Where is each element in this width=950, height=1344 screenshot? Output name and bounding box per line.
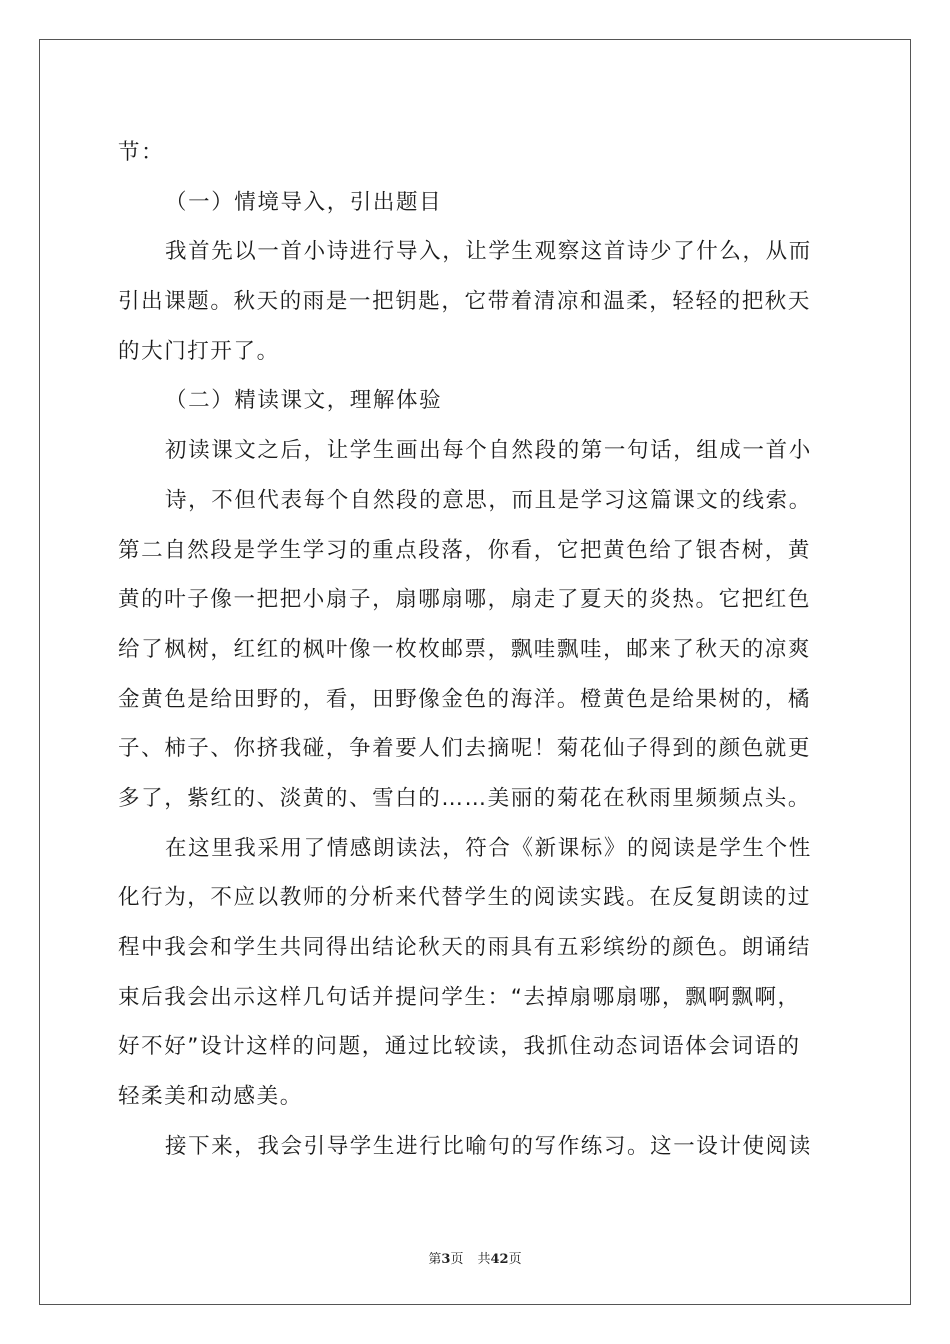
text-line: 多了，紫红的、淡黄的、雪白的……美丽的菊花在秋雨里频频点头。 bbox=[118, 785, 812, 811]
text-line: 程中我会和学生共同得出结论秋天的雨具有五彩缤纷的颜色。朗诵结 bbox=[118, 935, 812, 960]
text-line: 好不好”设计这样的问题，通过比较读，我抓住动态词语体会词语的 bbox=[118, 1034, 801, 1060]
text-line: 我首先以一首小诗进行导入，让学生观察这首诗少了什么，从而 bbox=[165, 239, 812, 265]
section-heading: （一）情境导入，引出题目 bbox=[165, 189, 443, 215]
document-body bbox=[118, 128, 832, 1171]
text-line: 子、柿子、你挤我碰，争着要人们去摘呢！菊花仙子得到的颜色就更 bbox=[118, 736, 812, 762]
text-line: 第二自然段是学生学习的重点段落，你看，它把黄色给了银杏树，黄 bbox=[118, 537, 812, 563]
text-line: 诗，不但代表每个自然段的意思，而且是学习这篇课文的线索。 bbox=[165, 487, 812, 513]
page-prefix: 第 bbox=[428, 1252, 442, 1267]
text-line: 的大门打开了。 bbox=[118, 338, 280, 364]
page-suffix: 页 bbox=[450, 1252, 464, 1267]
text-line: 接下来，我会引导学生进行比喻句的写作练习。这一设计使阅读 bbox=[165, 1133, 812, 1159]
text-line: 给了枫树，红红的枫叶像一枚枚邮票，飘哇飘哇，邮来了秋天的凉爽 bbox=[118, 636, 812, 662]
total-prefix: 共 bbox=[477, 1252, 491, 1267]
section-heading: （二）精读课文，理解体验 bbox=[165, 388, 443, 414]
text-line: 轻柔美和动感美。 bbox=[118, 1084, 303, 1110]
text-line: 初读课文之后，让学生画出每个自然段的第一句话，组成一首小 bbox=[165, 438, 812, 464]
total-pages: 42 bbox=[490, 1252, 509, 1267]
text-line: 黄的叶子像一把把小扇子，扇哪扇哪，扇走了夏天的炎热。它把红色 bbox=[118, 587, 812, 613]
page-footer bbox=[0, 1248, 950, 1267]
page-number: 3 bbox=[441, 1252, 451, 1267]
total-suffix: 页 bbox=[508, 1252, 522, 1267]
text-line: 束后我会出示这样几句话并提问学生：“去掉扇哪扇哪，飘啊飘啊， bbox=[118, 984, 801, 1010]
text-line: 在这里我采用了情感朗读法，符合《新课标》的阅读是学生个性 bbox=[165, 835, 812, 861]
text-line: 引出课题。秋天的雨是一把钥匙，它带着清凉和温柔，轻轻的把秋天 bbox=[118, 289, 812, 315]
text-line: 化行为，不应以教师的分析来代替学生的阅读实践。在反复朗读的过 bbox=[118, 885, 812, 911]
text-line: 节： bbox=[118, 140, 165, 165]
text-line: 金黄色是给田野的，看，田野像金色的海洋。橙黄色是给果树的，橘 bbox=[118, 686, 812, 712]
